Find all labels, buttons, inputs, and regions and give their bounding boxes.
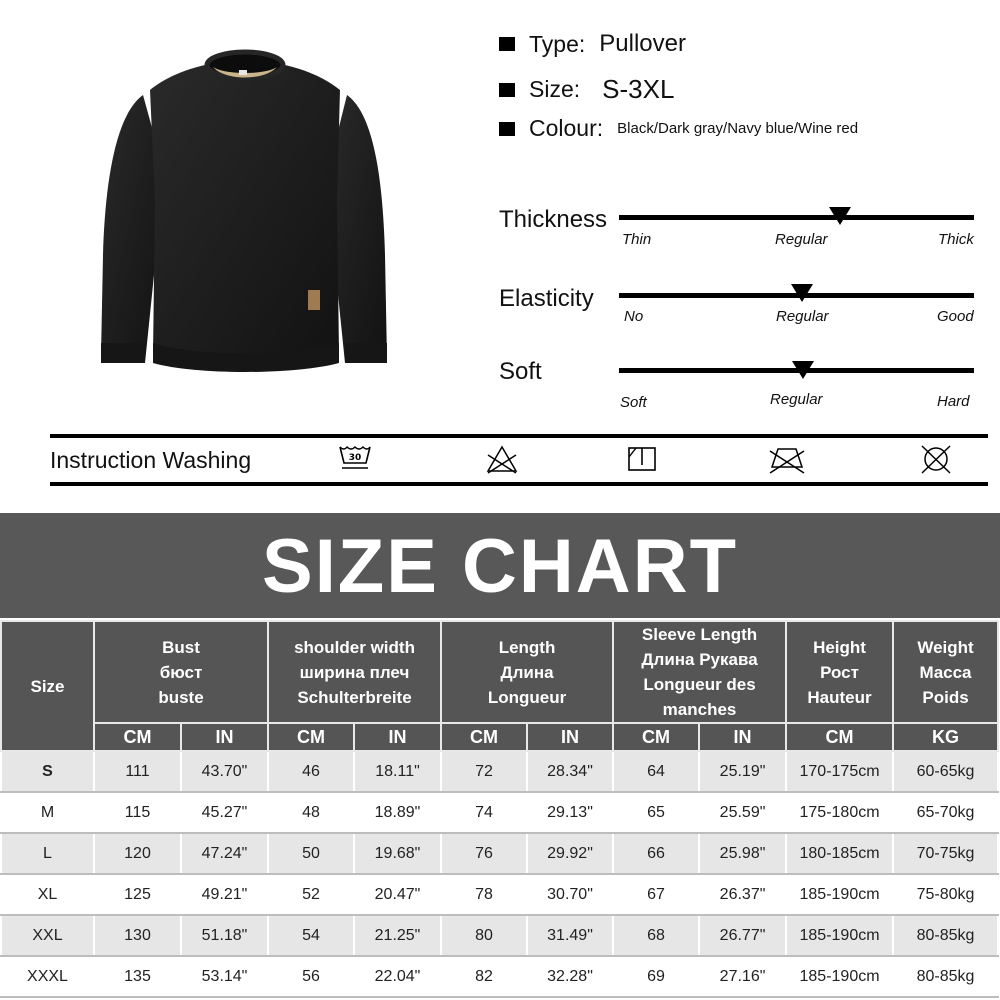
marker-triangle-icon	[791, 284, 813, 302]
unit-header: IN	[527, 723, 613, 751]
table-cell: 69	[613, 956, 699, 997]
header-line: Height	[813, 637, 866, 657]
table-row	[1, 833, 998, 874]
scale-line	[619, 215, 974, 220]
spec-key: Colour:	[529, 115, 604, 141]
size-cell: S	[1, 751, 94, 792]
header-bust	[94, 621, 268, 723]
spec-key: Size:	[529, 76, 581, 102]
scale-label: Soft	[499, 358, 542, 385]
scale-label: Thickness	[499, 206, 608, 233]
table-cell: 18.89"	[354, 792, 441, 833]
unit-header: CM	[268, 723, 354, 751]
table-cell: 28.34"	[527, 751, 613, 792]
header-line: Bust	[162, 637, 200, 657]
header-line: Longueur des	[643, 675, 756, 694]
scale-label: Elasticity	[499, 285, 594, 312]
header-line: бюст	[159, 662, 203, 682]
spec-value: S-3XL	[602, 74, 675, 104]
table-cell: 30.70"	[527, 874, 613, 915]
table-cell: 60-65kg	[893, 751, 998, 792]
header-weight	[893, 621, 998, 723]
divider	[50, 434, 988, 438]
table-cell: 31.49"	[527, 915, 613, 956]
table-cell: 32.28"	[527, 956, 613, 997]
table-cell: 50	[268, 833, 354, 874]
header-line: Длина Рукава	[641, 650, 758, 669]
do-not-bleach-icon	[484, 443, 520, 475]
table-cell: 82	[441, 956, 527, 997]
table-cell: 51.18"	[181, 915, 268, 956]
bullet-icon	[499, 122, 515, 136]
table-cell: 185-190cm	[786, 874, 893, 915]
header-line: manches	[662, 700, 737, 719]
table-row	[1, 751, 998, 792]
size-chart	[0, 513, 1000, 1000]
table-cell: 29.13"	[527, 792, 613, 833]
table-cell: 170-175cm	[786, 751, 893, 792]
header-line: ширина плеч	[299, 662, 410, 682]
size-cell: L	[1, 833, 94, 874]
table-cell: 185-190cm	[786, 915, 893, 956]
wash-30-icon	[337, 443, 373, 475]
unit-header: IN	[699, 723, 786, 751]
table-cell: 72	[441, 751, 527, 792]
header-shoulder	[268, 621, 441, 723]
table-row	[1, 874, 998, 915]
size-cell: XL	[1, 874, 94, 915]
scale-min-label: Soft	[620, 394, 647, 411]
table-cell: 25.19"	[699, 751, 786, 792]
table-cell: 64	[613, 751, 699, 792]
header-sleeve	[613, 621, 786, 723]
table-cell: 80-85kg	[893, 956, 998, 997]
scale-min-label: No	[624, 308, 644, 325]
unit-header: KG	[893, 723, 998, 751]
spec-value: Black/Dark gray/Navy blue/Wine red	[617, 120, 859, 137]
table-cell: 76	[441, 833, 527, 874]
do-not-iron-icon	[768, 443, 804, 475]
table-row	[1, 792, 998, 833]
marker-triangle-icon	[829, 207, 851, 225]
table-row	[1, 915, 998, 956]
table-cell: 74	[441, 792, 527, 833]
table-cell: 130	[94, 915, 181, 956]
table-cell: 135	[94, 956, 181, 997]
table-cell: 56	[268, 956, 354, 997]
table-cell: 19.68"	[354, 833, 441, 874]
table-cell: 120	[94, 833, 181, 874]
unit-header: CM	[786, 723, 893, 751]
table-cell: 45.27"	[181, 792, 268, 833]
divider	[50, 482, 988, 486]
table-cell: 47.24"	[181, 833, 268, 874]
unit-header: CM	[94, 723, 181, 751]
product-image	[95, 25, 395, 385]
table-cell: 22.04"	[354, 956, 441, 997]
table-cell: 49.21"	[181, 874, 268, 915]
table-cell: 115	[94, 792, 181, 833]
spec-colour	[499, 115, 858, 142]
table-cell: 26.37"	[699, 874, 786, 915]
table-cell: 75-80kg	[893, 874, 998, 915]
table-cell: 27.16"	[699, 956, 786, 997]
size-cell: XXL	[1, 915, 94, 956]
table-cell: 18.11"	[354, 751, 441, 792]
scale-mid-label: Regular	[770, 391, 823, 408]
header-line: Length	[498, 637, 556, 657]
header-length	[441, 621, 613, 723]
table-cell: 80	[441, 915, 527, 956]
table-cell: 185-190cm	[786, 956, 893, 997]
table-cell: 46	[268, 751, 354, 792]
table-cell: 65	[613, 792, 699, 833]
header-line: Weight	[917, 637, 974, 657]
scale-max-label: Good	[937, 308, 974, 325]
table-cell: 70-75kg	[893, 833, 998, 874]
table-cell: 43.70"	[181, 751, 268, 792]
bullet-icon	[499, 83, 515, 97]
table-cell: 68	[613, 915, 699, 956]
spec-value: Pullover	[599, 30, 686, 57]
header-height	[786, 621, 893, 723]
table-cell: 180-185cm	[786, 833, 893, 874]
washing-label: Instruction Washing	[50, 447, 252, 473]
table-cell: 65-70kg	[893, 792, 998, 833]
unit-header: IN	[354, 723, 441, 751]
unit-header: CM	[441, 723, 527, 751]
size-cell: XXXL	[1, 956, 94, 997]
table-cell: 20.47"	[354, 874, 441, 915]
table-cell: 78	[441, 874, 527, 915]
table-cell: 25.59"	[699, 792, 786, 833]
header-line: Рост	[820, 662, 859, 682]
table-cell: 29.92"	[527, 833, 613, 874]
table-cell: 67	[613, 874, 699, 915]
table-cell: 111	[94, 751, 181, 792]
header-line: Poids	[922, 687, 969, 707]
scale-min-label: Thin	[622, 231, 652, 248]
table-cell: 52	[268, 874, 354, 915]
header-line: buste	[158, 687, 204, 707]
table-cell: 66	[613, 833, 699, 874]
table-cell: 53.14"	[181, 956, 268, 997]
header-line: Hauteur	[807, 687, 872, 707]
table-cell: 125	[94, 874, 181, 915]
header-line: shoulder width	[294, 637, 415, 657]
table-cell: 25.98"	[699, 833, 786, 874]
spec-key: Type:	[529, 30, 586, 57]
header-line: Schulterbreite	[297, 687, 412, 707]
svg-text:30: 30	[348, 453, 362, 463]
unit-header: IN	[181, 723, 268, 751]
marker-triangle-icon	[792, 361, 814, 379]
header-line: Longueur	[487, 687, 567, 707]
table-cell: 26.77"	[699, 915, 786, 956]
size-table	[0, 620, 999, 998]
size-cell: M	[1, 792, 94, 833]
table-cell: 175-180cm	[786, 792, 893, 833]
scale-max-label: Thick	[938, 231, 974, 248]
header-line: Длина	[500, 662, 554, 682]
scale-mid-label: Regular	[776, 308, 829, 325]
scale-max-label: Hard	[937, 393, 970, 410]
scale-mid-label: Regular	[775, 231, 828, 248]
do-not-tumble-dry-icon	[918, 443, 954, 475]
drip-dry-icon	[625, 443, 661, 475]
unit-header: CM	[613, 723, 699, 751]
table-cell: 54	[268, 915, 354, 956]
header-line: Macca	[919, 662, 972, 682]
bullet-icon	[499, 37, 515, 51]
header-size: Size	[1, 621, 94, 751]
table-row	[1, 956, 998, 997]
header-line: Sleeve Length	[641, 625, 758, 644]
table-cell: 48	[268, 792, 354, 833]
table-cell: 80-85kg	[893, 915, 998, 956]
size-chart-title: SIZE CHART	[0, 513, 1000, 618]
table-cell: 21.25"	[354, 915, 441, 956]
spec-type	[499, 30, 686, 58]
spec-size	[499, 74, 674, 105]
